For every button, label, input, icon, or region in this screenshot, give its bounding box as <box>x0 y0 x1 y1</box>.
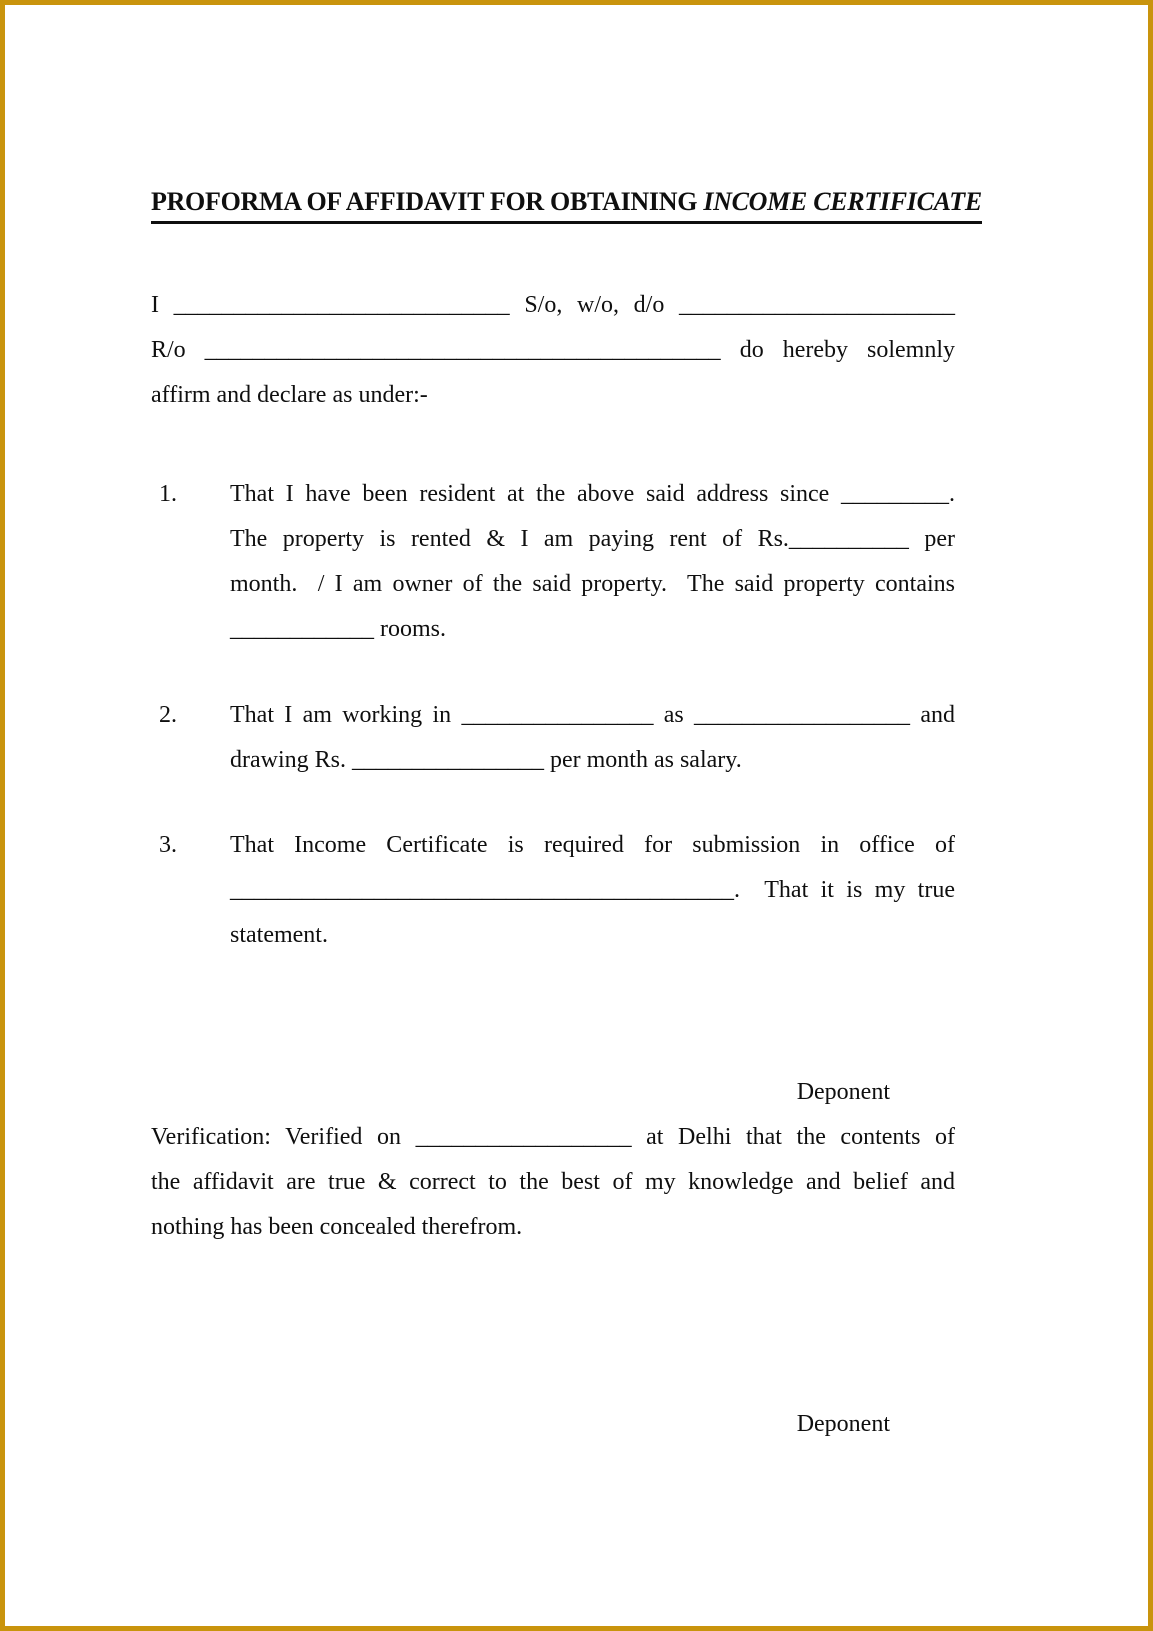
clause-item-1 <box>151 472 955 652</box>
text-line: nothing has been concealed therefrom. <box>151 1214 523 1240</box>
document-body <box>5 185 1148 1631</box>
text-line: month. / I am owner of the said property. The said property contains <box>230 571 955 597</box>
text-line: The property is rented & I am paying rent of Rs.__________ per <box>230 526 955 552</box>
title-underline <box>151 185 982 224</box>
text-line: That I have been resident at the above said address since _________. <box>230 481 955 507</box>
deponent-signature-label: Deponent <box>796 1411 890 1437</box>
clause-item-2 <box>151 693 955 783</box>
clause-number: 3. <box>159 832 177 858</box>
intro-line-3: affirm and declare as under:- <box>151 382 428 408</box>
deponent-signature-label: Deponent <box>796 1079 890 1105</box>
text-line: That I am working in ________________ as __________________ and <box>230 702 955 728</box>
intro-line-1: I ____________________________ S/o, w/o, d/o _______________________ <box>151 292 955 318</box>
intro-paragraph <box>151 283 955 418</box>
text-line: the affidavit are true & correct to the best of my knowledge and belief and <box>151 1169 955 1195</box>
clause-number: 1. <box>159 481 177 507</box>
clause-body <box>230 823 955 958</box>
clause-body <box>230 693 955 783</box>
text-line: drawing Rs. ________________ per month as salary. <box>230 747 742 773</box>
text-line: ____________ rooms. <box>230 616 446 642</box>
document-title <box>151 185 982 224</box>
clause-item-3 <box>151 823 955 958</box>
title-main-text: PROFORMA OF AFFIDAVIT FOR OBTAINING <box>151 187 704 216</box>
text-line: statement. <box>230 922 328 948</box>
clause-number: 2. <box>159 702 177 728</box>
text-line: __________________________________________. That it is my true <box>230 877 955 903</box>
title-emphasis-text: INCOME CERTIFICATE <box>703 187 982 216</box>
clause-body <box>230 472 955 652</box>
intro-line-2: R/o ___________________________________________ do hereby solemnly <box>151 337 955 363</box>
verification-paragraph <box>151 1115 955 1250</box>
text-line: Verification: Verified on __________________ at Delhi that the contents of <box>151 1124 955 1150</box>
text-line: That Income Certificate is required for submission in office of <box>230 832 955 858</box>
